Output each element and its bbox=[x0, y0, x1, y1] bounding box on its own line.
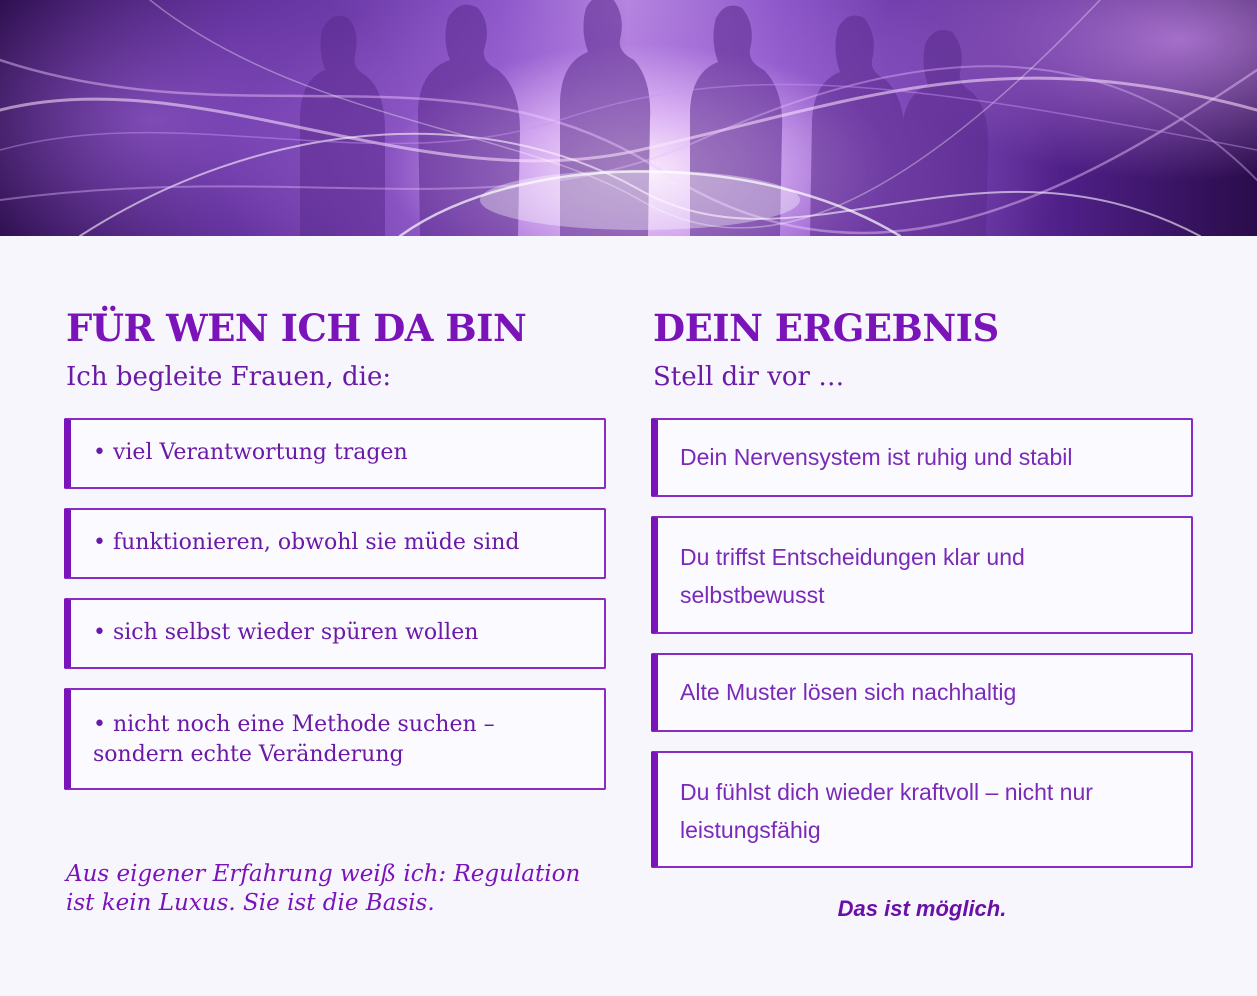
left-item-text: • funktionieren, obwohl sie müde sind bbox=[93, 530, 520, 555]
left-item-card bbox=[64, 418, 606, 489]
left-quote bbox=[66, 860, 580, 918]
left-item-text: • sich selbst wieder spüren wollen bbox=[93, 620, 479, 645]
right-heading: DEIN ERGEBNIS bbox=[653, 306, 999, 350]
left-item-card bbox=[64, 688, 606, 790]
left-heading: FÜR WEN ICH DA BIN bbox=[66, 306, 527, 350]
left-item-card bbox=[64, 508, 606, 579]
right-item-text: Du triffst Entscheidungen klar und selbstbewusst bbox=[680, 544, 1025, 608]
right-item-text: Du fühlst dich wieder kraftvoll – nicht nur leistungsfähig bbox=[680, 779, 1093, 843]
right-item-text: Alte Muster lösen sich nachhaltig bbox=[680, 679, 1017, 705]
closing-statement: Das ist möglich. bbox=[837, 896, 1007, 921]
right-item-card bbox=[651, 751, 1193, 868]
right-subheading: Stell dir vor … bbox=[653, 362, 845, 392]
left-item-text: • viel Verantwortung tragen bbox=[93, 440, 408, 465]
right-item-card bbox=[651, 418, 1193, 497]
quote-line-2: ist kein Luxus. Sie ist die Basis. bbox=[66, 890, 435, 916]
right-item-card bbox=[651, 653, 1193, 732]
hero-banner bbox=[0, 0, 1257, 236]
quote-line-1: Aus eigener Erfahrung weiß ich: Regulation bbox=[66, 861, 581, 887]
right-item-text: Dein Nervensystem ist ruhig und stabil bbox=[680, 444, 1073, 470]
left-subheading: Ich begleite Frauen, die: bbox=[66, 362, 392, 392]
left-item-card bbox=[64, 598, 606, 669]
left-item-text: • nicht noch eine Methode suchen – sondern echte Veränderung bbox=[93, 712, 495, 767]
right-item-card bbox=[651, 516, 1193, 634]
hero-image bbox=[0, 0, 1257, 236]
